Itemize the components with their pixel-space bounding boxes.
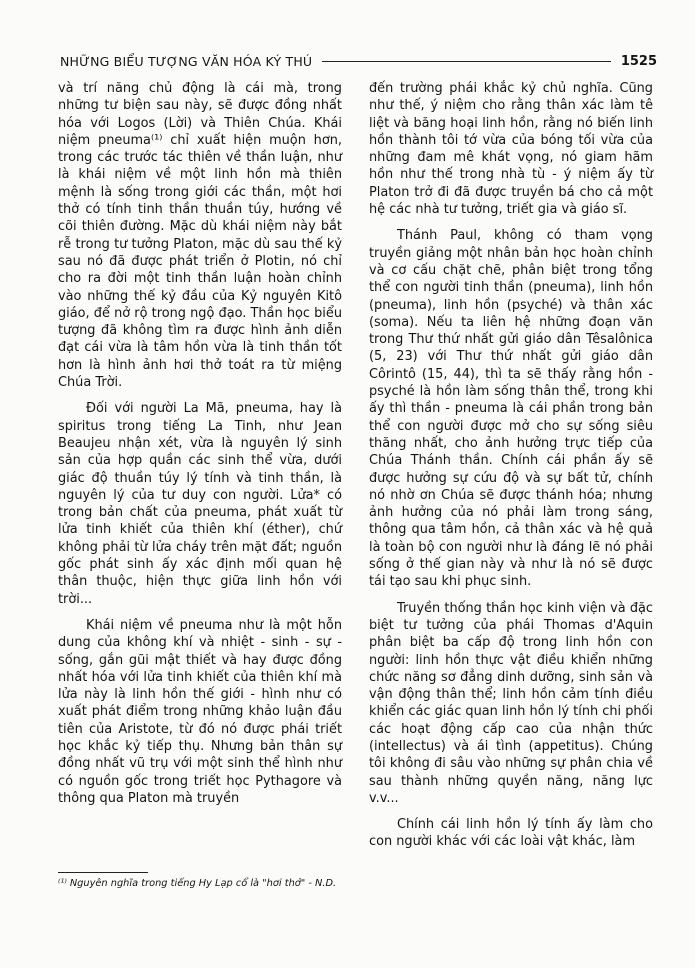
running-title: NHỮNG BIỂU TƯỢNG VĂN HÓA KÝ THÚ [60, 53, 313, 69]
footnote-rule [58, 872, 148, 873]
left-paragraph-1: và trí năng chủ động là cái mà, trong những tư biện sau này, sẽ được đồng nhất hóa với Logos (Lời) và Thiên Chúa. Khái niệm pneuma⁽¹⁾ chỉ xuất hiện muộn hơn, trong các trước tác thiên về thần luận, như là khái niệm về một linh hồn mà thiên mệnh là sống trong giới các thần, một hơi thở có tính tinh thần thuần túy, hướng về cõi thiên đường. Mặc dù khái niệm này bắt rễ trong tư tưởng Platon, mặc dù sau thế kỷ sau nó đã được phát triển ở Plotin, nó chỉ cho ra đời một tinh thần luận hoàn chỉnh vào những thế kỷ đầu của Kỷ nguyên Kitô giáo, để nở rộ trong ngộ đạo. Thần học biểu tượng đã không tìm ra được hình ảnh diễn đạt cái vừa là tâm hồn vừa là tinh thần tốt hơn là hình ảnh hơi thở toát ra từ miệng Chúa Trời. [58, 81, 342, 391]
right-paragraph-2: Thánh Paul, không có tham vọng truyền giảng một nhân bản học hoàn chỉnh và cơ cấu chặt chẽ, phân biệt trong tổng thể con người tinh thần (pneuma), linh hồn (pneuma), linh hồn (psyché) và thân xác (soma). Nếu ta liên hệ những đoạn văn trong Thư thứ nhất gửi giáo dân Têsalônica (5, 23) với Thư thứ nhất gửi giáo dân Côrintô (15, 44), thì ta sẽ thấy rằng hồn - psyché là hồn làm sống thân thể, trong khi ấy thì thần - pneuma là cái phần trong bản thể con người được mở cho sự sống siêu thăng nhất, cho ảnh hưởng trực tiếp của Chúa Thánh thần. Chính cái phần ấy sẽ được hưởng sự cứu độ và sự bất tử, chính nó nhờ ơn Chúa sẽ được thánh hóa; nhưng ảnh hưởng của nó phải làm trong sáng, thông qua tâm hồn, cả thân xác và hệ quả là toàn bộ con người như là đáng lẽ nó phải sống ở thế gian này và như là nó sẽ được tái tạo sau khi phục sinh. [369, 228, 653, 590]
right-paragraph-3: Truyền thống thần học kinh viện và đặc biệt tư tưởng của phái Thomas d'Aquin phân biệt ba cấp độ trong linh hồn con người: linh hồn thực vật điều khiển những chức năng sơ đẳng dinh dưỡng, sinh sản và vận động thân thể; linh hồn cảm tính điều khiển các giác quan linh hồn lý tính chi phối các hoạt động cấp cao của nhận thức (intellectus) và ái tình (appetitus). Chúng tôi không đi sâu vào những sự phân chia về sau thành những quyền năng, năng lực v.v... [369, 600, 654, 806]
footnote: ⁽¹⁾ Nguyên nghĩa trong tiếng Hy Lạp cổ là "hơi thở" - N.D. [58, 878, 337, 889]
left-paragraph-2: Đối với người La Mã, pneuma, hay là spiritus trong tiếng La Tinh, như Jean Beaujeu nhận xét, vừa là nguyên lý sinh sản của hợp quần các sinh thể vừa, dưới giác độ thuần túy lý tính và tinh thần, là nguyên lý của tư duy con người. Lửa* có trong bản chất của pneuma, phát xuất từ lửa tinh khiết của thiên khí (éther), chứ không phải từ lửa cháy trên mặt đất; nguồn gốc phát sinh ấy xác định mối quan hệ thân thuộc, hiện thực giữa linh hồn với trời... [58, 401, 342, 607]
page-header [60, 50, 657, 72]
left-column [58, 80, 342, 816]
right-paragraph-4: Chính cái linh hồn lý tính ấy làm cho con người khác với các loài vật khác, làm [369, 817, 653, 850]
left-paragraph-3: Khái niệm về pneuma như là một hỗn dung của không khí và nhiệt - sinh - sự - sống, gắn gũi mật thiết và hay được đồng nhất hóa với lửa tinh khiết của thiên khí mà lửa này là linh hồn thế giới - hình như có xuất phát điểm trong những khảo luận đầu tiên của Aristote, từ đó nó được phái triết học khắc kỷ tiếp thụ. Nhưng bản thân sự đồng nhất vũ trụ với một sinh thể hình như có nguồn gốc trong triết học Pythagore và thông qua Platon mà truyền [58, 617, 342, 806]
right-paragraph-1: đến trường phái khắc kỷ chủ nghĩa. Cũng như thế, ý niệm cho rằng thân xác làm tê liệt và băng hoại linh hồn, rằng nó biến linh hồn thành tôi tớ vừa của bóng tối vừa của những đam mê khát vọng, nó giam hãm hồn như thế trong nhà tù - ý niệm ấy từ Platon trở đi đã được truyền bá cho cả một hệ các nhà tư tưởng, triết gia và giáo sĩ. [369, 81, 653, 218]
right-column [369, 80, 653, 860]
page-number: 1525 [620, 53, 657, 69]
header-rule [322, 61, 611, 62]
